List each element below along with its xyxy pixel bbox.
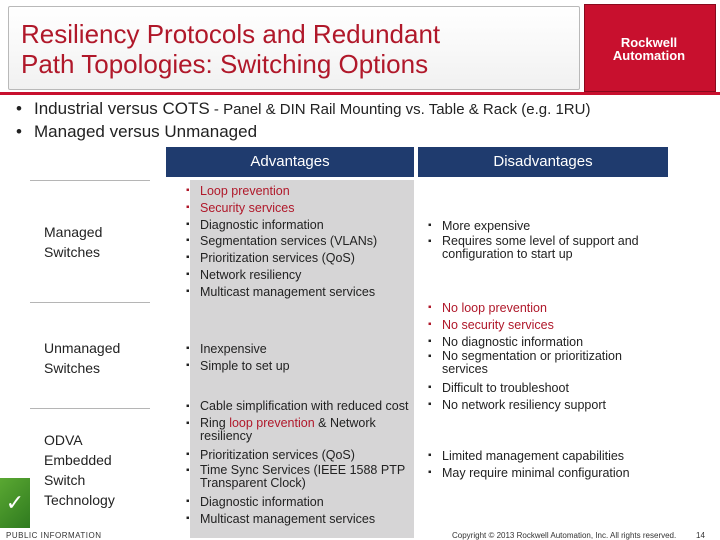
row-label-unmanaged-line-1: Unmanaged	[44, 340, 121, 356]
list-item	[186, 417, 412, 447]
row-divider	[30, 408, 150, 409]
rockwell-logo	[584, 4, 716, 92]
managed-disadvantages-list	[428, 218, 664, 265]
logo-line-1: Rockwell	[620, 35, 678, 50]
odva-advantages-list	[186, 400, 412, 527]
bullet-2: Managed versus Unmanaged	[34, 122, 258, 141]
list-item: ▪ Diagnostic information	[186, 494, 412, 511]
loop-prevention-text: loop prevention	[229, 416, 315, 430]
header-divider	[0, 92, 720, 95]
row-label-unmanaged	[44, 338, 120, 378]
list-item: ▪ Multicast management services	[186, 511, 412, 528]
classification-label: PUBLIC INFORMATION	[6, 531, 102, 540]
ring-text: Ring	[200, 416, 230, 430]
list-item: ▪ Security services	[186, 200, 412, 217]
row-label-odva-line-4: Technology	[44, 492, 115, 508]
row-label-odva-line-2: Embedded	[44, 452, 112, 468]
advantages-header: Advantages	[166, 147, 414, 177]
row-label-managed-line-1: Managed	[44, 224, 103, 240]
title-line-1: Resiliency Protocols and Redundant	[21, 19, 441, 49]
title-line-2: Path Topologies: Switching Options	[21, 49, 429, 79]
list-item: ▪ Prioritization services (QoS)	[186, 447, 412, 464]
row-label-managed-line-2: Switches	[44, 244, 101, 260]
row-divider	[30, 180, 150, 181]
row-label-odva	[44, 430, 115, 510]
list-item: ▪ Time Sync Services (IEEE 1588 PTP Transparent Clock)	[186, 464, 412, 494]
list-item: ▪ Diagnostic information	[186, 217, 412, 234]
row-label-managed	[44, 222, 102, 262]
slide-title	[21, 19, 440, 79]
list-item: ▪ Requires some level of support and configuration to start up	[428, 235, 664, 265]
list-item: ▪ Segmentation services (VLANs)	[186, 233, 412, 250]
slide-header	[0, 0, 720, 92]
managed-advantages-list	[186, 183, 412, 301]
bullet-managed-vs-unmanaged	[16, 121, 716, 143]
bullet-dot-icon: •	[16, 122, 22, 141]
checkmark-icon: ✓	[0, 478, 30, 528]
list-item: ▪ Prioritization services (QoS)	[186, 250, 412, 267]
bullet-1-main: Industrial versus COTS	[34, 99, 210, 118]
odva-disadvantages-list	[428, 448, 664, 482]
row-divider	[30, 302, 150, 303]
bullet-dot-icon: •	[16, 99, 22, 118]
disadvantages-header: Disadvantages	[418, 147, 668, 177]
list-item: ▪ Simple to set up	[186, 358, 412, 375]
list-item: ▪ Cable simplification with reduced cost	[186, 400, 412, 417]
list-item: ▪ No loop prevention	[428, 300, 664, 317]
bullet-industrial-vs-cots	[16, 98, 716, 121]
list-item: ▪ Inexpensive	[186, 341, 412, 358]
unmanaged-advantages-list	[186, 341, 412, 375]
bullet-1-detail: - Panel & DIN Rail Mounting vs. Table & Rack (e.g. 1RU)	[209, 101, 591, 118]
network-resiliency-text: & Network resiliency	[200, 416, 376, 443]
list-item: ▪ Loop prevention	[186, 183, 412, 200]
list-item: ▪ More expensive	[428, 218, 664, 235]
row-label-odva-line-1: ODVA	[44, 432, 83, 448]
list-item: ▪ Difficult to troubleshoot	[428, 380, 664, 397]
list-item: ▪ No security services	[428, 317, 664, 334]
list-item: ▪ Network resiliency	[186, 267, 412, 284]
list-item: ▪ No diagnostic information	[428, 334, 664, 351]
intro-bullets	[16, 98, 716, 143]
row-label-unmanaged-line-2: Switches	[44, 360, 101, 376]
list-item: ▪ May require minimal configuration	[428, 465, 664, 482]
list-item: ▪ Limited management capabilities	[428, 448, 664, 465]
title-box	[8, 6, 580, 90]
list-item: ▪ No network resiliency support	[428, 397, 664, 414]
page-number: 14	[696, 531, 705, 540]
logo-text	[595, 36, 703, 62]
row-label-odva-line-3: Switch	[44, 472, 86, 488]
logo-line-2: Automation	[612, 48, 686, 63]
list-item: ▪ Multicast management services	[186, 284, 412, 301]
list-item: ▪ No segmentation or prioritization services	[428, 350, 664, 380]
unmanaged-disadvantages-list	[428, 300, 664, 414]
copyright-text: Copyright © 2013 Rockwell Automation, Inc. All rights reserved.	[452, 531, 677, 540]
